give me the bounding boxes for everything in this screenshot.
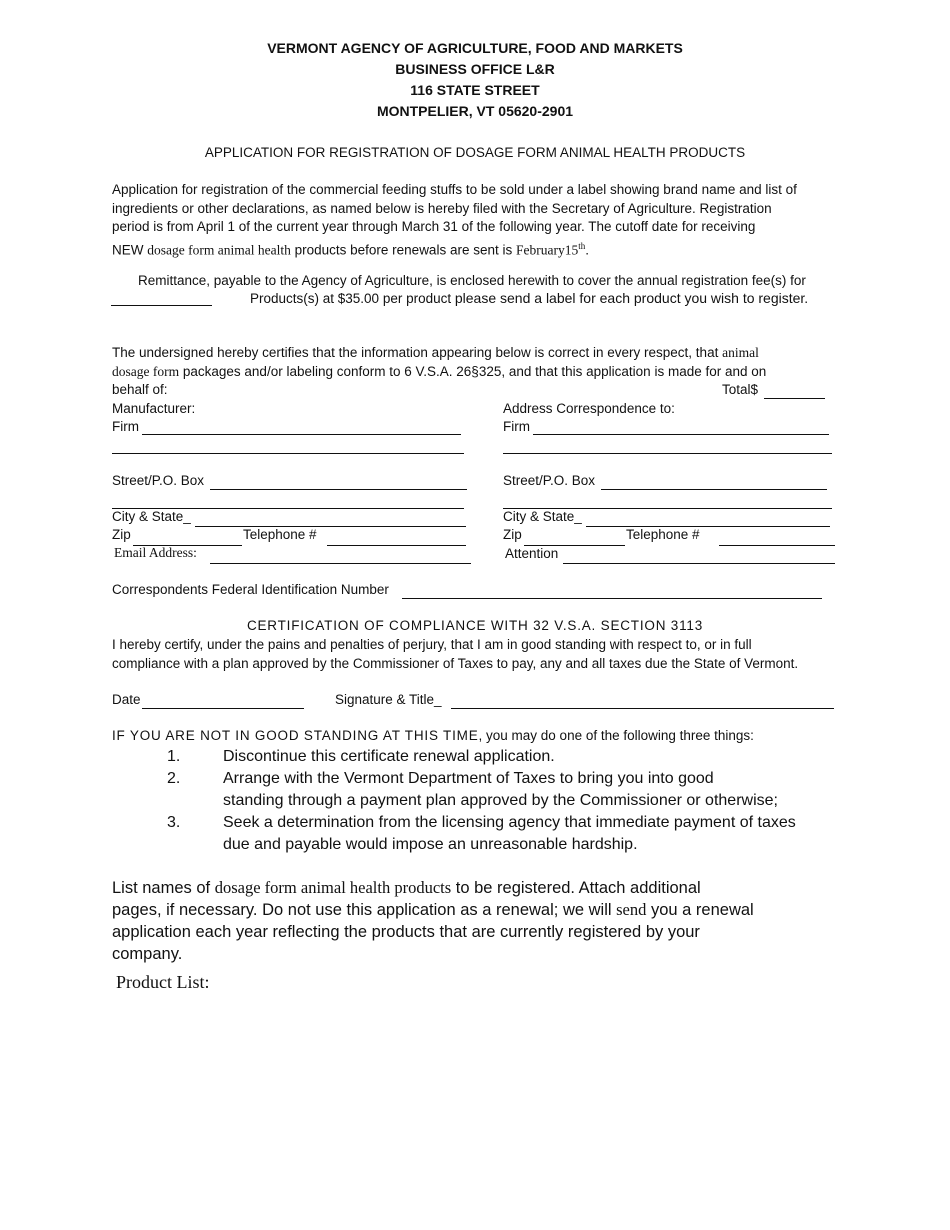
compliance-statement: I hereby certify, under the pains and penalties of perjury, that I am in good standing with respect to, or in full compliance with a plan approved by the Commissioner of Taxes to pay, any and all taxes due the State of Vermont. [112,637,799,671]
correspondence-telephone-label: Telephone # [626,527,700,542]
manufacturer-firm-field[interactable] [142,434,461,435]
correspondence-city-field[interactable] [586,526,830,527]
standing-lead: IF YOU ARE NOT IN GOOD STANDING AT THIS TIME, you may do one of the following three things: [112,728,754,743]
list-names-paragraph: List names of dosage form animal health products to be registered. Attach additional pages, if necessary. Do not use this application as a renewal; we will send you a renewal application each year reflecting the products that are currently registered by your company. [112,878,754,963]
intro-line-4: NEW dosage form animal health products before renewals are sent is February15th. [112,240,590,257]
total-label: Total$ [722,382,759,397]
standing-item-2-number: 2. [167,770,181,787]
header-line-1: VERMONT AGENCY OF AGRICULTURE, FOOD AND MARKETS [267,40,683,56]
date-label: Date [112,692,141,707]
standing-item-3-number: 3. [167,814,181,831]
correspondence-firm-field[interactable] [533,434,829,435]
manufacturer-street-field[interactable] [210,489,467,490]
product-count-field[interactable] [111,305,212,306]
manufacturer-city-field[interactable] [195,526,466,527]
signature-field[interactable] [451,708,834,709]
manufacturer-heading: Manufacturer: [112,401,196,416]
certify-paragraph: The undersigned hereby certifies that the information appearing below is correct in every respect, that animal dosage form packages and/or labeling conform to 6 V.S.A. 26§325, and that this application is made for and on behalf of: [112,345,767,397]
date-field[interactable] [142,708,304,709]
intro-line-1: Application for registration of the commercial feeding stuffs to be sold under a label showing brand name and list of [112,182,797,197]
correspondence-telephone-field[interactable] [719,545,835,546]
correspondence-street-label: Street/P.O. Box [503,473,596,488]
standing-item-1-text: Discontinue this certificate renewal application. [223,748,555,765]
manufacturer-zip-label: Zip [112,527,131,542]
header-line-4: MONTPELIER, VT 05620-2901 [376,103,574,119]
correspondence-attention-label: Attention [505,546,559,561]
compliance-heading: CERTIFICATION OF COMPLIANCE WITH 32 V.S.A. SECTION 3113 [246,618,704,633]
product-list-label: Product List: [116,972,210,992]
correspondence-firm-line-2[interactable] [503,453,832,454]
correspondence-zip-label: Zip [503,527,522,542]
intro-line-2: ingredients or other declarations, as named below is hereby filed with the Secretary of Agriculture. Registration [112,200,772,216]
product-list-area[interactable] [112,1000,834,1200]
remittance-line-2: Products(s) at $35.00 per product please send a label for each product you wish to register. [250,290,809,306]
standing-item-3-text: Seek a determination from the licensing agency that immediate payment of taxes due and payable would impose an unreasonable hardship. [223,814,796,853]
correspondence-city-label: City & State_ [503,509,582,524]
correspondence-street-field[interactable] [601,489,827,490]
correspondence-attention-field[interactable] [563,563,835,564]
standing-item-1-number: 1. [167,748,181,765]
correspondence-firm-label: Firm [503,419,530,434]
form-title: APPLICATION FOR REGISTRATION OF DOSAGE FORM ANIMAL HEALTH PRODUCTS [204,145,746,160]
manufacturer-telephone-label: Telephone # [243,527,317,542]
manufacturer-street-label: Street/P.O. Box [112,473,205,488]
manufacturer-email-field[interactable] [210,563,471,564]
manufacturer-firm-label: Firm [112,419,139,434]
intro-paragraph [112,181,842,260]
header-line-3: 116 STATE STREET [410,82,540,98]
total-field[interactable] [764,398,825,399]
federal-id-label: Correspondents Federal Identification Number [112,582,389,597]
federal-id-field[interactable] [402,598,822,599]
intro-line-3: period is from April 1 of the current year through March 31 of the following year. The cutoff date for receiving [112,219,756,234]
header-line-2: BUSINESS OFFICE L&R [395,61,555,77]
standing-item-2-text: Arrange with the Vermont Department of Taxes to bring you into good standing through a payment plan approved by the Commissioner or otherwise; [223,770,778,809]
manufacturer-telephone-field[interactable] [327,545,466,546]
manufacturer-city-label: City & State_ [112,509,191,524]
signature-label: Signature & Title_ [335,692,442,707]
manufacturer-firm-line-2[interactable] [112,453,464,454]
agency-header [0,38,950,122]
manufacturer-email-label: Email Address: [114,545,197,560]
remittance-line-1: Remittance, payable to the Agency of Agriculture, is enclosed herewith to cover the annual registration fee(s) for [138,273,806,288]
correspondence-heading: Address Correspondence to: [503,401,675,416]
